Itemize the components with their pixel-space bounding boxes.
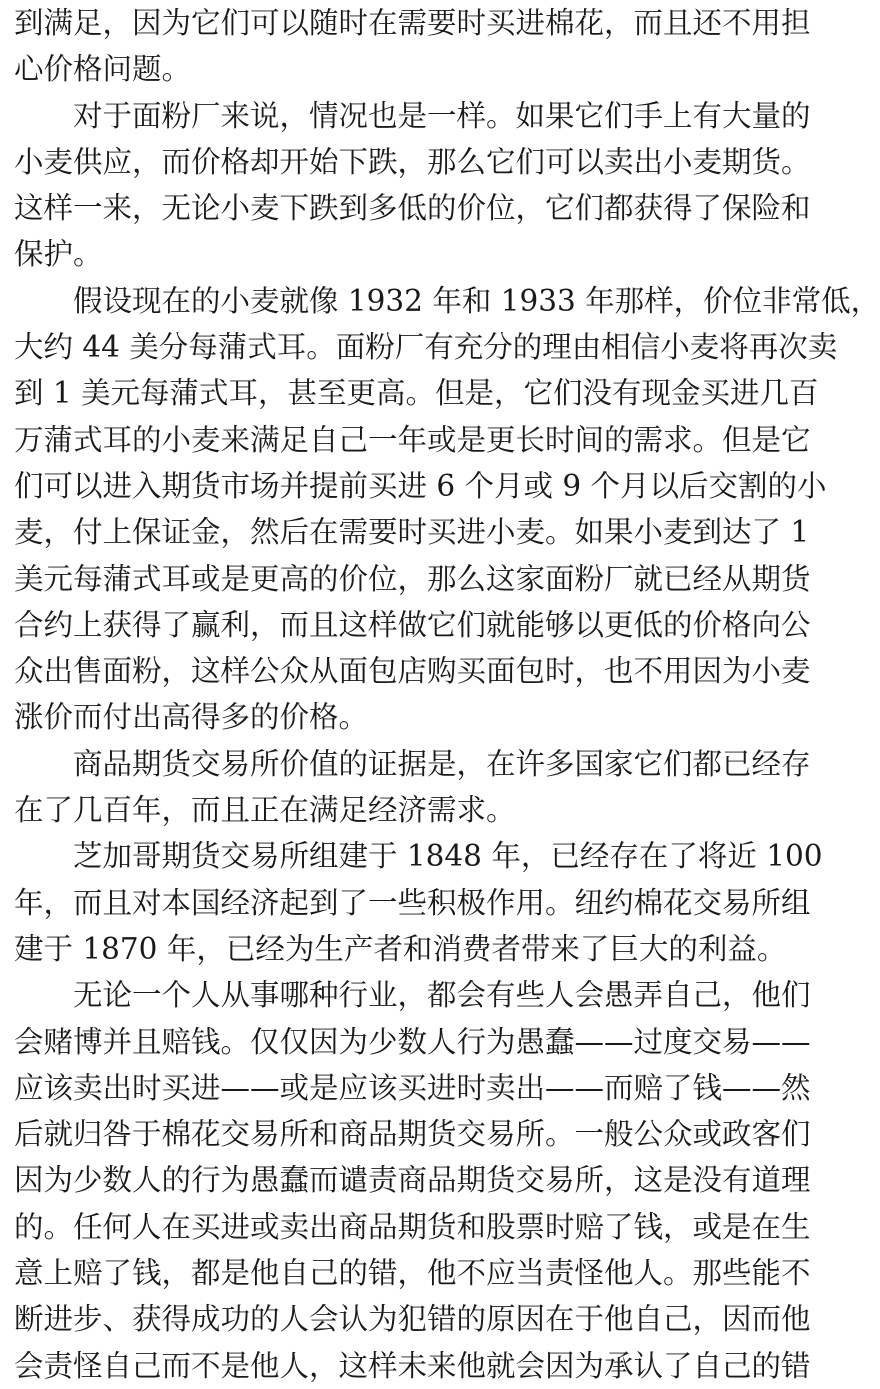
paragraph	[14, 972, 811, 1389]
text-line: 到 1 美元每蒲式耳，甚至更高。但是，它们没有现金买进几百	[14, 376, 819, 411]
paragraph	[14, 93, 811, 278]
text-line: 这样一来，无论小麦下跌到多低的价位，它们都获得了保险和	[14, 191, 811, 226]
text-line: 众出售面粉，这样公众从面包店购买面包时，也不用因为小麦	[14, 654, 811, 689]
text-line: 小麦供应，而价格却开始下跌，那么它们可以卖出小麦期货。	[14, 144, 811, 179]
text-line: 会责怪自己而不是他人，这样未来他就会因为承认了自己的错	[14, 1348, 811, 1383]
text-line: 在了几百年，而且正在满足经济需求。	[14, 793, 516, 828]
text-line: 因为少数人的行为愚蠢而谴责商品期货交易所，这是没有道理	[14, 1163, 811, 1198]
text-line: 大约 44 美分每蒲式耳。面粉厂有充分的理由相信小麦将再次卖	[14, 330, 838, 365]
text-line: 无论一个人从事哪种行业，都会有些人会愚弄自己，他们	[73, 978, 811, 1013]
text-line: 后就归咎于棉花交易所和商品期货交易所。一般公众或政客们	[14, 1117, 811, 1152]
text-line: 建于 1870 年，已经为生产者和消费者带来了巨大的利益。	[14, 931, 787, 966]
text-line: 保护。	[14, 237, 103, 272]
document-page	[14, 0, 880, 1389]
text-line: 芝加哥期货交易所组建于 1848 年，已经存在了将近 100	[73, 839, 823, 874]
text-line: 合约上获得了赢利，而且这样做它们就能够以更低的价格向公	[14, 607, 811, 642]
paragraph	[14, 741, 811, 834]
text-line: 年，而且对本国经济起到了一些积极作用。纽约棉花交易所组	[14, 885, 811, 920]
text-line: 意上赔了钱，都是他自己的错，他不应当责怪他人。那些能不	[14, 1256, 811, 1291]
text-line: 到满足，因为它们可以随时在需要时买进棉花，而且还不用担	[14, 6, 811, 40]
paragraph	[14, 0, 811, 93]
text-line: 的。任何人在买进或卖出商品期货和股票时赔了钱，或是在生	[14, 1209, 811, 1244]
text-line: 们可以进入期货市场并提前买进 6 个月或 9 个月以后交割的小	[14, 468, 827, 503]
text-line: 涨价而付出高得多的价格。	[14, 700, 369, 735]
text-line: 商品期货交易所价值的证据是，在许多国家它们都已经存	[73, 746, 811, 781]
text-line: 会赌博并且赔钱。仅仅因为少数人行为愚蠢——过度交易——	[14, 1024, 811, 1059]
text-line: 麦，付上保证金，然后在需要时买进小麦。如果小麦到达了 1	[14, 515, 810, 550]
text-line: 断进步、获得成功的人会认为犯错的原因在于他自己，因而他	[14, 1302, 811, 1337]
text-line: 美元每蒲式耳或是更高的价位，那么这家面粉厂就已经从期货	[14, 561, 811, 596]
paragraph	[14, 833, 823, 972]
text-line: 对于面粉厂来说，情况也是一样。如果它们手上有大量的	[73, 98, 811, 133]
text-line: 万蒲式耳的小麦来满足自己一年或是更长时间的需求。但是它	[14, 422, 811, 457]
paragraph	[14, 278, 880, 741]
text-line: 心价格问题。	[14, 52, 192, 87]
text-line: 应该卖出时买进——或是应该买进时卖出——而赔了钱——然	[14, 1070, 811, 1105]
text-line: 假设现在的小麦就像 1932 年和 1933 年那样，价位非常低，	[73, 283, 880, 318]
